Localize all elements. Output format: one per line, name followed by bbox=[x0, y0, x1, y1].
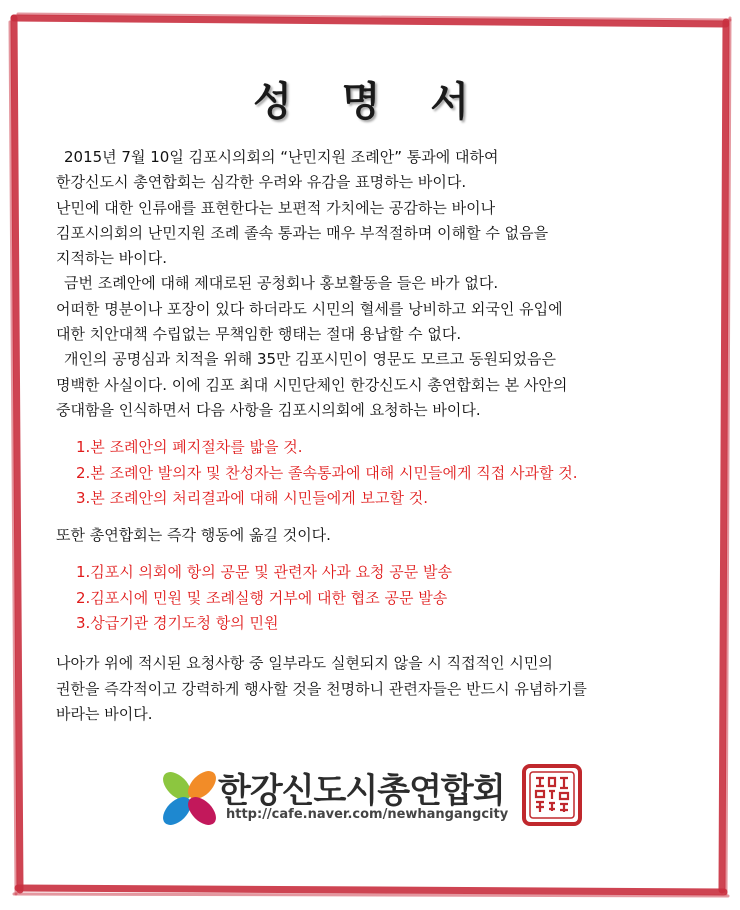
paragraph-line: 한강신도시 총연합회는 심각한 우려와 유감을 표명하는 바이다. bbox=[56, 173, 467, 192]
closing-line: 나아가 위에 적시된 요청사항 중 일부라도 실현되지 않을 시 직접적인 시민의 bbox=[56, 654, 553, 673]
closing-line: 바라는 바이다. bbox=[56, 704, 153, 723]
document-body bbox=[56, 145, 716, 727]
paragraph-line: 명백한 사실이다. 이에 김포 최대 시민단체인 한강신도시 총연합회는 본 사안의 bbox=[56, 375, 568, 394]
org-url[interactable]: http://cafe.naver.com/newhangangcity bbox=[226, 807, 509, 822]
request-item: 2.본 조례안 발의자 및 찬성자는 졸속통과에 대해 시민들에게 직접 사과할 것. bbox=[76, 463, 578, 482]
action-item: 3.상급기관 경기도청 항의 민원 bbox=[76, 614, 279, 633]
action-item: 1.김포시 의회에 항의 공문 및 관련자 사과 요청 공문 발송 bbox=[76, 563, 453, 582]
closing-line: 권한을 즉각적이고 강력하게 행사할 것을 천명하니 관련자들은 반드시 유념하기를 bbox=[56, 679, 587, 698]
paragraph-line: 중대함을 인식하면서 다음 사항을 김포시의회에 요청하는 바이다. bbox=[56, 400, 481, 419]
org-logo bbox=[160, 767, 515, 829]
paragraph-line: 지적하는 바이다. bbox=[56, 249, 167, 268]
red-seal-stamp bbox=[521, 763, 583, 827]
request-item: 3.본 조례안의 처리결과에 대해 시민들에게 보고할 것. bbox=[76, 488, 428, 507]
paragraph-line: 어떠한 명분이나 포장이 있다 하더라도 시민의 혈세를 낭비하고 외국인 유입에 bbox=[56, 299, 563, 318]
paragraph-line: 난민에 대한 인류애를 표현한다는 보편적 가치에는 공감하는 바이나 bbox=[56, 198, 496, 217]
org-name: 한강신도시총연합회 bbox=[218, 771, 505, 811]
action-intro: 또한 총연합회는 즉각 행동에 옮길 것이다. bbox=[56, 526, 331, 545]
pinwheel-logo-icon bbox=[160, 767, 220, 829]
paragraph-line: 개인의 공명심과 치적을 위해 35만 김포시민이 영문도 모르고 동원되었음은 bbox=[64, 350, 556, 369]
paragraph-line: 2015년 7월 10일 김포시의회의 “난민지원 조례안” 통과에 대하여 bbox=[64, 148, 499, 166]
paragraph-line: 김포시의회의 난민지원 조례 졸속 통과는 매우 부적절하며 이해할 수 없음을 bbox=[56, 223, 549, 242]
action-item: 2.김포시에 민원 및 조례실행 거부에 대한 협조 공문 발송 bbox=[76, 588, 448, 607]
paragraph-line: 대한 치안대책 수립없는 무책임한 행태는 절대 용납할 수 없다. bbox=[56, 325, 462, 344]
page-title: 성 명 서 bbox=[253, 78, 487, 125]
paragraph-line: 금번 조례안에 대해 제대로된 공청회나 홍보활동을 들은 바가 없다. bbox=[64, 274, 499, 293]
request-item: 1.본 조례안의 폐지절차를 밟을 것. bbox=[76, 438, 303, 457]
